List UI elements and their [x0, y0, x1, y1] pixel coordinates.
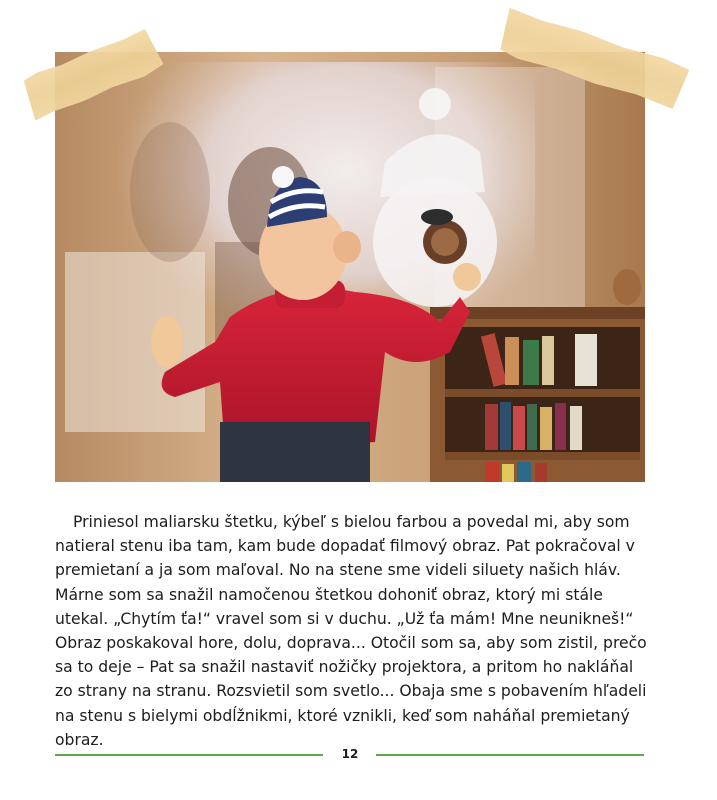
footer-rule-right: [376, 754, 644, 756]
story-photo: [55, 52, 645, 482]
page-number: 12: [341, 747, 359, 761]
story-paragraph: Priniesol maliarsku štetku, kýbeľ s bielou farbou a povedal mi, aby som natieral stenu iba tam, kam bude dopadať filmový obraz. Pat pokračoval v premietaní a ja som maľoval. No na stene sme videli siluety našich hláv. Márne som sa snažil namočenou štetkou dohoniť obraz, ktorý mi stále utekal. „Chytím ťa!“ vravel som si v duchu. „Už ťa mám! Mne neunikneš!“ Obraz poskakoval hore, dolu, doprava... Otočil som sa, aby som zistil, prečo sa to deje – Pat sa snažil nastaviť nožičky projektora, a pritom ho nakláňal zo strany na stranu. Rozsvietil som svetlo... Obaja sme s pobavením hľadeli na stenu s bielymi obdĺžnikmi, ktoré vznikli, keď som naháňal premietaný obraz.: [55, 513, 647, 749]
footer-rule-left: [55, 754, 323, 756]
